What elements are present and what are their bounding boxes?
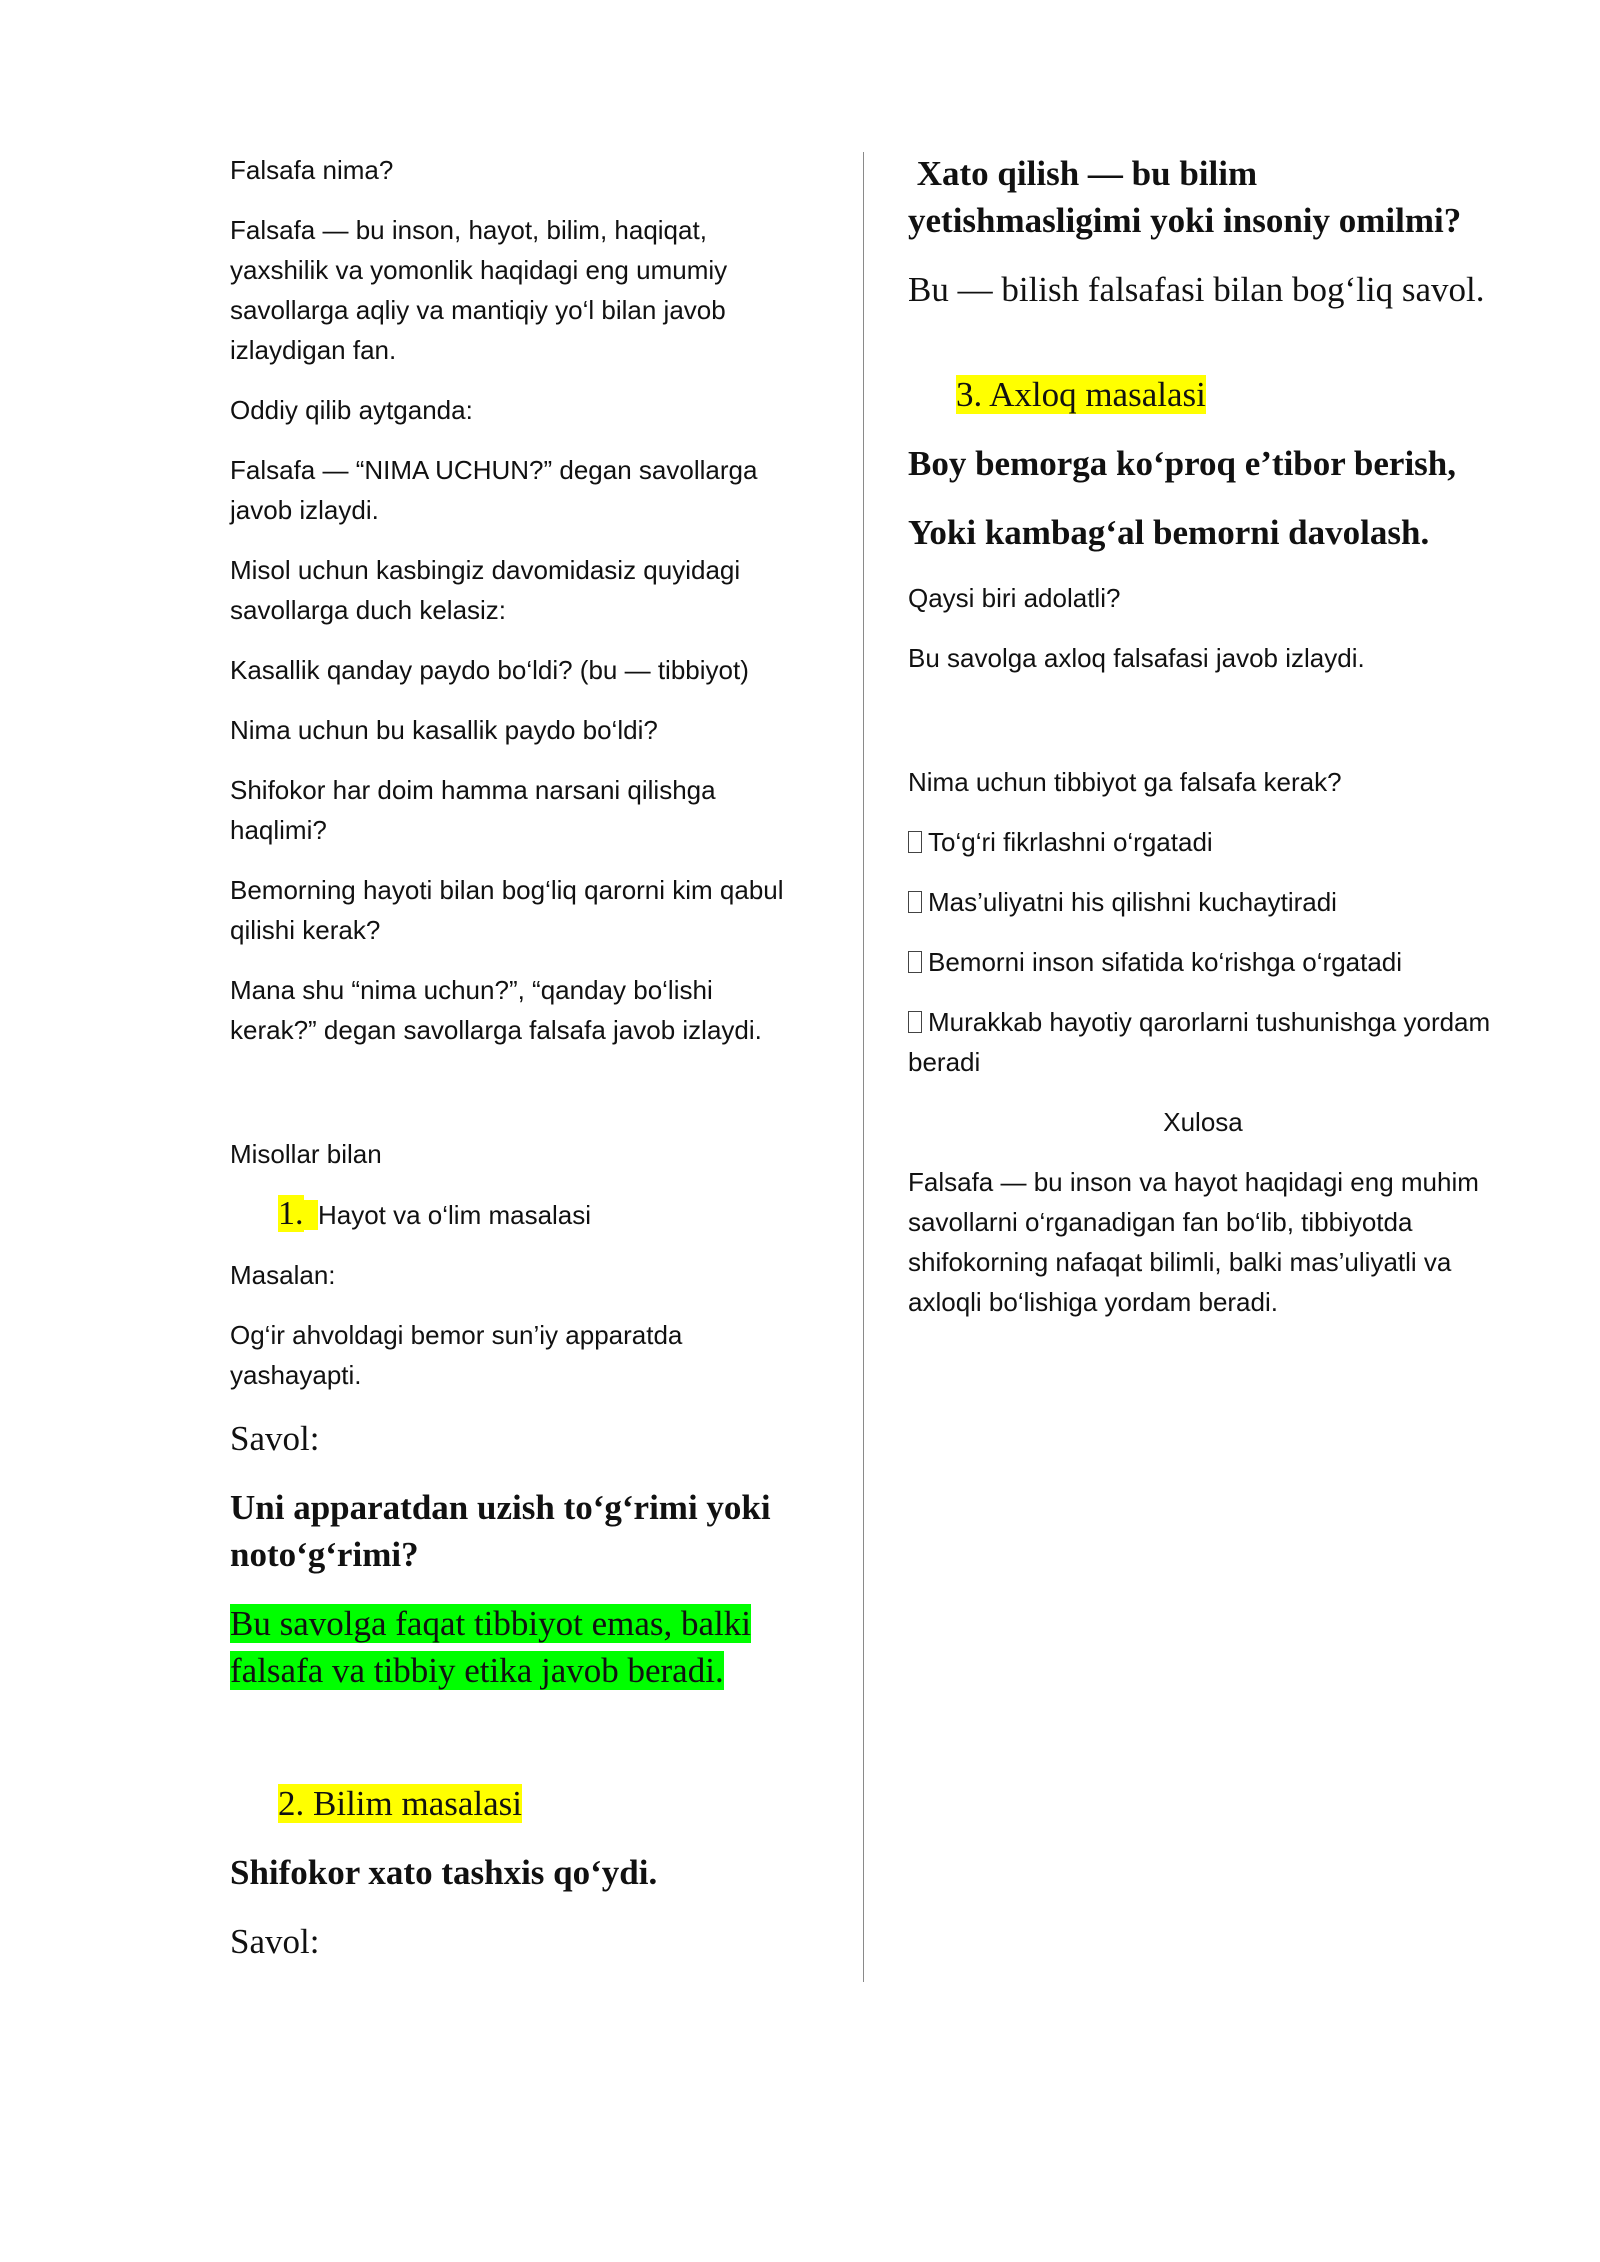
example-question-4: Bemorning hayoti bilan bog‘liq qarorni kim qabul qilishi kerak?	[230, 875, 784, 945]
rich-patient-text: Boy bemorga ko‘proq e’tibor berish,	[908, 444, 1457, 483]
conclusion-text: Falsafa — bu inson va hayot haqidagi eng muhim savollarni o‘rganadigan fan bo‘lib, tibbiyotda shifokorning nafaqat bilimli, balki mas’uliyatli va axloqli bo‘lishiga yordam beradi.	[908, 1167, 1479, 1317]
for-example-label: Masalan:	[230, 1260, 336, 1290]
list-item-1-text: Hayot va o‘lim masalasi	[317, 1200, 592, 1230]
example-question-1: Kasallik qanday paydo bo‘ldi? (bu — tibbiyot)	[230, 655, 749, 685]
left-column	[230, 150, 800, 1987]
example-question-3: Shifokor har doim hamma narsani qilishga haqlimi?	[230, 775, 716, 845]
examples-heading: Misollar bilan	[230, 1139, 382, 1169]
answer-1-highlight: Bu savolga faqat tibbiyot emas, balki falsafa va tibbiy etika javob beradi.	[230, 1604, 752, 1690]
question-label-2: Savol:	[230, 1922, 320, 1961]
wrong-diagnosis-text: Shifokor xato tashxis qo‘ydi.	[230, 1853, 658, 1892]
question-label-1: Savol:	[230, 1419, 320, 1458]
example-question-2: Nima uchun bu kasallik paydo bo‘ldi?	[230, 715, 658, 745]
philosophy-definition: Falsafa — bu inson, hayot, bilim, haqiqat, yaxshilik va yomonlik haqidagi eng umumiy savollarga aqliy va mantiqiy yo‘l bilan javob izlaydigan fan.	[230, 215, 728, 365]
column-divider	[863, 152, 864, 1982]
list-item-3-highlight: 3. Axloq masalasi	[956, 375, 1206, 414]
bullet-4: Murakkab hayotiy qarorlarni tushunishga yordam beradi	[908, 1007, 1491, 1077]
list-item-2-highlight: 2. Bilim masalasi	[278, 1784, 523, 1823]
list-item-1-number: 1.	[278, 1195, 304, 1232]
patient-situation: Og‘ir ahvoldagi bemor sun’iy apparatda yashayapti.	[230, 1320, 683, 1390]
bullet-1: To‘g‘ri fikrlashni o‘rgatadi	[908, 822, 1498, 862]
right-column	[908, 150, 1498, 1342]
answer-1-paragraph	[230, 1600, 800, 1694]
bullet-2: Mas’uliyatni his qilishni kuchaytiradi	[908, 882, 1498, 922]
example-intro: Misol uchun kasbingiz davomidasiz quyidagi savollarga duch kelasiz:	[230, 555, 741, 625]
examples-summary: Mana shu “nima uchun?”, “qanday bo‘lishi kerak?” degan savollarga falsafa javob izlaydi.	[230, 975, 762, 1045]
ethics-answer: Bu savolga axloq falsafasi javob izlaydi.	[908, 643, 1365, 673]
missing-glyph-icon	[908, 1011, 922, 1033]
question-1-text: Uni apparatdan uzish to‘g‘rimi yoki noto‘g‘rimi?	[230, 1488, 771, 1574]
which-is-fair: Qaysi biri adolatli?	[908, 583, 1121, 613]
missing-glyph-icon	[908, 831, 922, 853]
conclusion-heading: Xulosa	[1163, 1107, 1243, 1137]
knowledge-philosophy-text: Bu — bilish falsafasi bilan bog‘liq savol.	[908, 270, 1485, 309]
why-question-text: Falsafa — “NIMA UCHUN?” degan savollarga javob izlaydi.	[230, 455, 758, 525]
missing-glyph-icon	[908, 951, 922, 973]
why-medicine-needs-philosophy: Nima uchun tibbiyot ga falsafa kerak?	[908, 767, 1342, 797]
list-item-2	[278, 1780, 800, 1827]
missing-glyph-icon	[908, 891, 922, 913]
list-item-3	[956, 371, 1498, 418]
simply-put: Oddiy qilib aytganda:	[230, 395, 473, 425]
error-question: Xato qilish — bu bilim yetishmasligimi yoki insoniy omilmi?	[908, 154, 1462, 240]
poor-patient-text: Yoki kambag‘al bemorni davolash.	[908, 513, 1430, 552]
bullet-3: Bemorni inson sifatida ko‘rishga o‘rgatadi	[908, 942, 1498, 982]
question-what-is-philosophy: Falsafa nima?	[230, 155, 394, 185]
list-item-1	[278, 1194, 800, 1235]
